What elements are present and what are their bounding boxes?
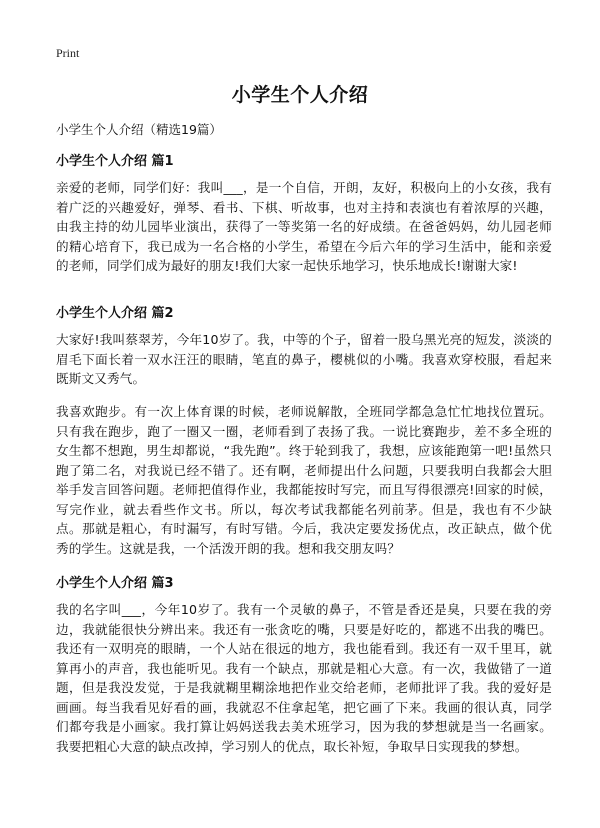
section-heading-2: 小学生个人介绍 篇2: [56, 306, 174, 321]
section-heading-1: 小学生个人介绍 篇1: [56, 154, 174, 169]
section-3-paragraph-1: 我的名字叫___，今年10岁了。我有一个灵敏的鼻子，不管是香还是臭，只要在我的旁边，我就能很快分辨出来。我还有一张贪吃的嘴，只要是好吃的，都逃不出我的嘴巴。我还有一双明亮的眼睛，一个人站在很远的地方，我也能看到。我还有一双千里耳，就算再小的声音，我也能听见。我有一个缺点，那就是粗心大意。有一次，我做错了一道题，但是我没发觉，于是我就糊里糊涂地把作业交给老师，老师批评了我。我的爱好是画画。每当我看见好看的画，我就忍不住拿起笔，把它画了下来。我画的很认真，同学们都夸我是小画家。我打算让妈妈送我去美术班学习，因为我的梦想就是当一名画家。我要把粗心大意的缺点改掉，学习别人的优点，取长补短，争取早日实现我的梦想。: [56, 602, 552, 754]
print-link[interactable]: Print: [56, 46, 80, 60]
section-heading-3: 小学生个人介绍 篇3: [56, 576, 174, 591]
document-title: 小学生个人介绍: [231, 84, 369, 106]
section-2-paragraph-2: 我喜欢跑步。有一次上体育课的时候，老师说解散，全班同学都急急忙忙地找位置玩。只有我在跑步，跑了一圈又一圈，老师看到了表扬了我。一说比赛跑步，差不多全班的女生都不想跑，男生却都说，“我先跑”。终于轮到我了，我想，应该能跑第一吧!虽然只跑了第二名，对我说已经不错了。还有啊，老师提出什么问题，只要我明白我都会大胆举手发言回答问题。老师把值得作业，我都能按时写完，而且写得很漂亮!回家的时候，写完作业，就去看些作文书。所以，每次考试我都能名列前茅。但是，我也有不少缺点。那就是粗心，有时漏写，有时写错。今后，我决定要发扬优点，改正缺点，做个优秀的学生。这就是我，一个活泼开朗的我。想和我交朋友吗？: [56, 404, 552, 556]
section-2-paragraph-1: 大家好!我叫蔡翠芳，今年10岁了。我，中等的个子，留着一股乌黑光亮的短发，淡淡的眉毛下面长着一双水汪汪的眼睛，笔直的鼻子，樱桃似的小嘴。我喜欢穿校服，看起来既斯文又秀气。: [56, 332, 552, 386]
section-1-paragraph-1: 亲爱的老师，同学们好：我叫___，是一个自信，开朗，友好，积极向上的小女孩，我有着广泛的兴趣爱好，弹琴、看书、下棋、听故事，也对主持和表演也有着浓厚的兴趣，由我主持的幼儿园毕业演出，获得了一等奖第一名的好成绩。在爸爸妈妈，幼儿园老师的精心培育下，我已成为一名合格的小学生，希望在今后六年的学习生活中，能和亲爱的老师，同学们成为最好的朋友!我们大家一起快乐地学习，快乐地成长!谢谢大家!: [56, 180, 552, 273]
document-subtitle: 小学生个人介绍（精选19篇）: [56, 122, 222, 137]
